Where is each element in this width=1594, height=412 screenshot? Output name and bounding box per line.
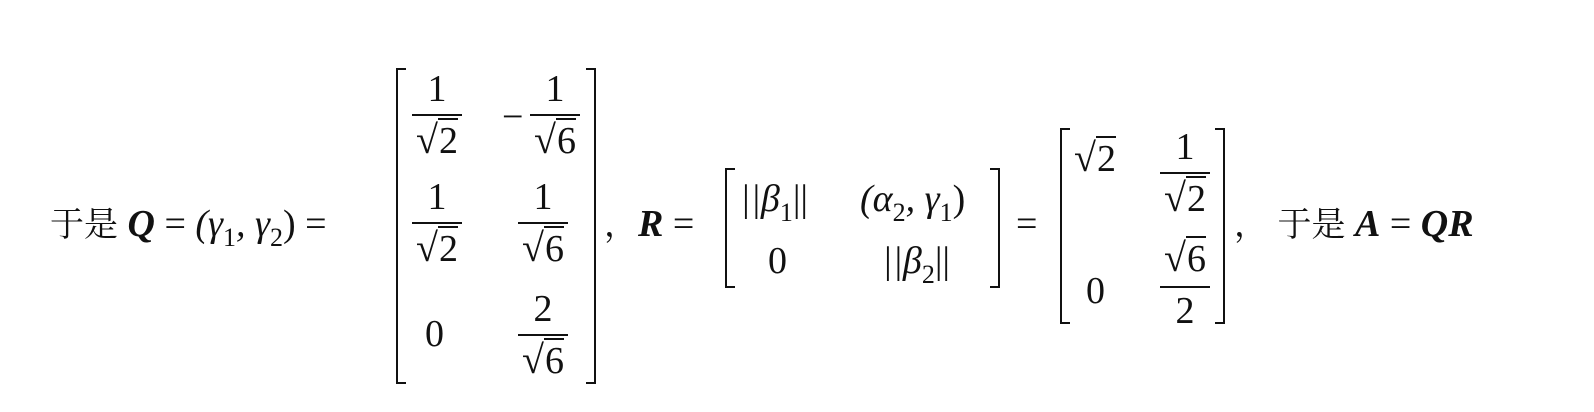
separator: ， xyxy=(1234,205,1268,245)
fraction-bar xyxy=(530,114,580,116)
matrix-entry xyxy=(882,240,951,289)
gamma-second: , γ xyxy=(236,203,271,245)
denominator xyxy=(518,225,568,270)
fraction-bar xyxy=(518,334,568,336)
norm-beta: ||β xyxy=(740,178,780,220)
fraction-bar xyxy=(518,222,568,224)
subscript: 2 xyxy=(892,198,906,227)
inner-product-close: ) xyxy=(952,178,966,220)
matrix-entry xyxy=(860,178,966,227)
matrix-entry xyxy=(740,178,809,227)
numerator: 2 xyxy=(533,288,553,330)
sqrt-symbol: √ xyxy=(522,337,544,382)
fraction xyxy=(518,178,568,273)
sqrt-symbol: √ xyxy=(522,225,544,270)
q-symbol: Q xyxy=(127,203,155,245)
sqrt-symbol: √ xyxy=(1164,235,1186,280)
subscript: 2 xyxy=(270,223,284,252)
fraction-bar xyxy=(1160,172,1210,174)
qr-symbol: QR xyxy=(1420,203,1474,245)
radicand: 6 xyxy=(556,120,576,162)
r-prefix xyxy=(604,205,694,243)
denominator xyxy=(518,337,568,382)
gamma-open: (γ xyxy=(195,203,224,245)
fraction-bar xyxy=(1160,286,1210,288)
r-symbol: R xyxy=(638,203,664,245)
norm-beta: ||β xyxy=(882,240,922,282)
norm-close: || xyxy=(934,240,951,282)
radicand: 2 xyxy=(438,228,458,270)
inner-product-gamma: , γ xyxy=(905,178,940,220)
line-prefix xyxy=(50,203,327,252)
fraction xyxy=(412,70,462,165)
radicand: 6 xyxy=(544,228,564,270)
equals-sign: = xyxy=(164,203,186,245)
left-bracket xyxy=(1060,128,1070,324)
sqrt-symbol: √ xyxy=(1164,175,1186,220)
denominator xyxy=(412,225,462,270)
subscript: 1 xyxy=(779,198,793,227)
equals-sign: = xyxy=(1389,203,1412,245)
left-bracket xyxy=(396,68,406,384)
sqrt-symbol: √ xyxy=(416,117,438,162)
numerator: 1 xyxy=(533,176,553,218)
denominator: 2 xyxy=(1175,290,1195,332)
radicand: 6 xyxy=(1186,238,1206,280)
right-bracket xyxy=(1215,128,1225,324)
fraction xyxy=(1160,235,1210,333)
sqrt-symbol: √ xyxy=(534,117,556,162)
line-suffix xyxy=(1234,205,1474,243)
subscript: 1 xyxy=(223,223,237,252)
denominator xyxy=(1160,175,1210,220)
conjunction-text: 于是 xyxy=(50,205,118,245)
radicand: 2 xyxy=(1186,178,1206,220)
radicand: 6 xyxy=(544,340,564,382)
sqrt-symbol: √ xyxy=(1074,135,1096,180)
matrix-entry xyxy=(1074,135,1116,180)
equals-sign: = xyxy=(305,203,327,245)
minus-sign: − xyxy=(502,96,524,138)
sqrt-symbol: √ xyxy=(416,225,438,270)
denominator xyxy=(530,117,580,162)
conjunction-text: 于是 xyxy=(1277,205,1346,245)
separator: ， xyxy=(604,205,638,245)
matrix-entry: 0 xyxy=(1086,270,1105,312)
numerator: 1 xyxy=(545,68,565,110)
fraction xyxy=(530,70,580,165)
right-bracket xyxy=(990,168,1000,288)
numerator xyxy=(1160,235,1210,280)
equals-sign: = xyxy=(672,203,695,245)
inner-product-open: (α xyxy=(860,178,893,220)
fraction xyxy=(1160,128,1210,223)
denominator xyxy=(412,117,462,162)
radicand: 2 xyxy=(1096,138,1116,180)
numerator: 1 xyxy=(1175,126,1195,168)
fraction-bar xyxy=(412,222,462,224)
equals-sign: = xyxy=(1016,203,1038,245)
numerator: 1 xyxy=(427,68,447,110)
left-bracket xyxy=(725,168,735,288)
matrix-entry: 0 xyxy=(425,313,444,355)
numerator: 1 xyxy=(427,176,447,218)
radicand: 2 xyxy=(438,120,458,162)
matrix-entry: 0 xyxy=(768,240,787,282)
close-paren: ) xyxy=(283,203,296,245)
a-symbol: A xyxy=(1355,203,1381,245)
subscript: 1 xyxy=(939,198,953,227)
fraction xyxy=(412,178,462,273)
subscript: 2 xyxy=(921,260,935,289)
norm-close: || xyxy=(792,178,809,220)
fraction xyxy=(518,290,568,385)
right-bracket xyxy=(586,68,596,384)
fraction-bar xyxy=(412,114,462,116)
